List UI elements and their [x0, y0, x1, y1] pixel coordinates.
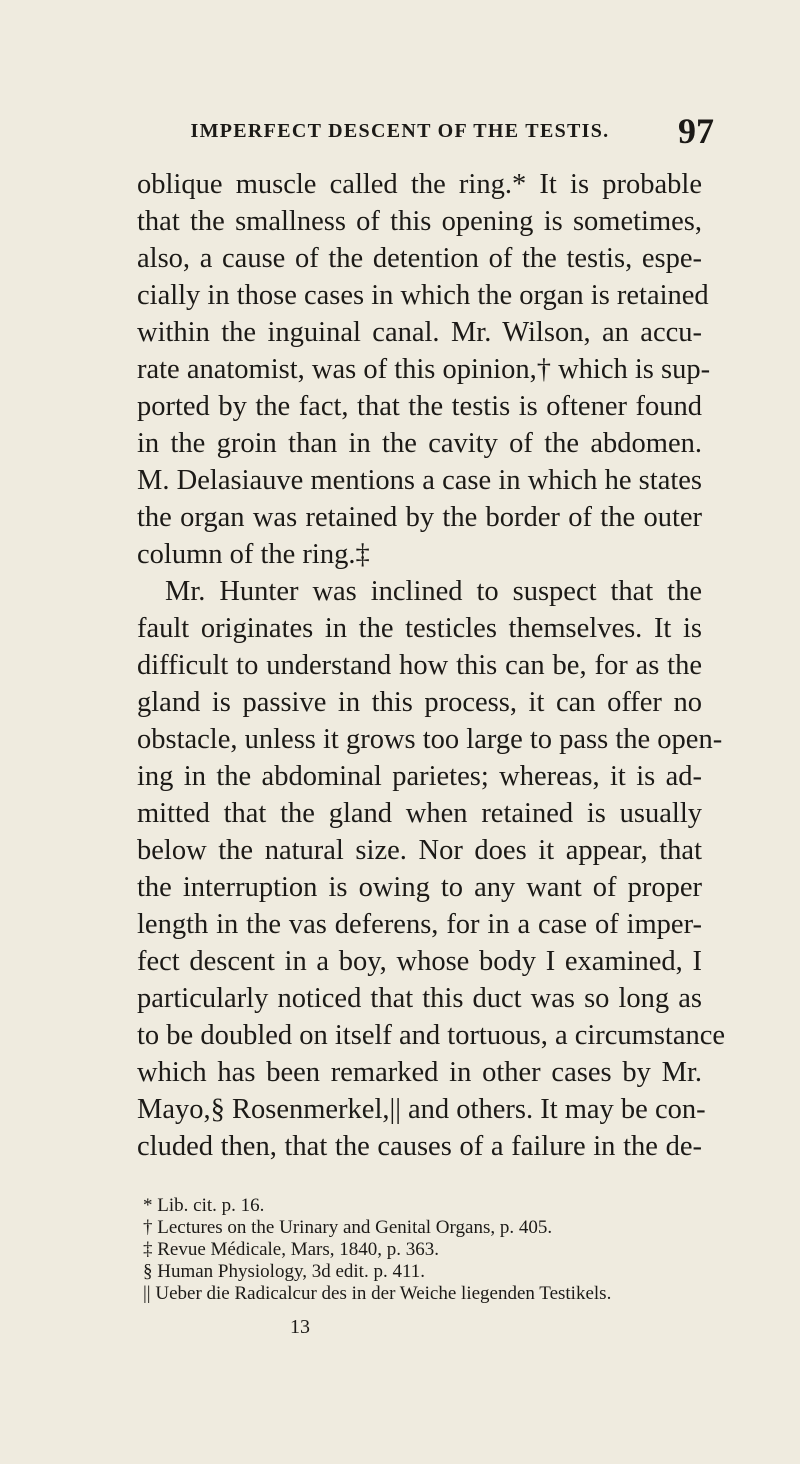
- text-line: cially in those cases in which the organ is retained: [137, 280, 709, 311]
- text-line: column of the ring.‡: [137, 539, 370, 570]
- text-line: fault originates in the testicles themselves. It is: [137, 613, 702, 644]
- text-line: oblique muscle called the ring.* It is probable: [137, 169, 702, 200]
- text-line: the organ was retained by the border of the outer: [137, 502, 702, 533]
- footnote: * Lib. cit. p. 16.: [143, 1195, 265, 1216]
- footnote: ‡ Revue Médicale, Mars, 1840, p. 363.: [143, 1239, 440, 1260]
- page-number: 97: [678, 111, 714, 151]
- text-line: rate anatomist, was of this opinion,† which is sup-: [137, 354, 711, 385]
- body-text: [137, 166, 726, 1165]
- text-line: the interruption is owing to any want of proper: [137, 872, 702, 903]
- footnote: § Human Physiology, 3d edit. p. 411.: [143, 1261, 426, 1282]
- running-header: [0, 111, 800, 154]
- footnote: † Lectures on the Urinary and Genital Organs, p. 405.: [143, 1217, 553, 1238]
- text-line: within the inguinal canal. Mr. Wilson, an accu-: [137, 317, 702, 348]
- footnotes: [143, 1195, 703, 1305]
- running-title: IMPERFECT DESCENT OF THE TESTIS.: [190, 120, 610, 142]
- text-line: particularly noticed that this duct was so long as: [137, 983, 702, 1014]
- text-line: that the smallness of this opening is sometimes,: [137, 206, 702, 237]
- signature-mark: 13: [290, 1316, 310, 1338]
- text-line: also, a cause of the detention of the testis, espe-: [137, 243, 702, 274]
- text-line: ported by the fact, that the testis is oftener found: [137, 391, 702, 422]
- footnote: || Ueber die Radicalcur des in der Weiche liegenden Testikels.: [143, 1283, 612, 1304]
- text-line: fect descent in a boy, whose body I examined, I: [137, 946, 702, 977]
- text-line: Mayo,§ Rosenmerkel,|| and others. It may be con-: [137, 1094, 706, 1125]
- text-line: which has been remarked in other cases by Mr.: [137, 1057, 702, 1088]
- text-line: M. Delasiauve mentions a case in which he states: [137, 465, 702, 496]
- text-line: difficult to understand how this can be, for as the: [137, 650, 702, 681]
- text-line: Mr. Hunter was inclined to suspect that the: [165, 576, 702, 607]
- text-line: length in the vas deferens, for in a case of imper-: [137, 909, 702, 940]
- text-line: below the natural size. Nor does it appear, that: [137, 835, 702, 866]
- text-line: in the groin than in the cavity of the abdomen.: [137, 428, 702, 459]
- text-line: obstacle, unless it grows too large to pass the open-: [137, 724, 723, 755]
- text-line: mitted that the gland when retained is usually: [137, 798, 702, 829]
- text-line: cluded then, that the causes of a failure in the de-: [137, 1131, 702, 1162]
- text-line: ing in the abdominal parietes; whereas, it is ad-: [137, 761, 702, 792]
- text-line: to be doubled on itself and tortuous, a circumstance: [137, 1020, 726, 1051]
- text-line: gland is passive in this process, it can offer no: [137, 687, 702, 718]
